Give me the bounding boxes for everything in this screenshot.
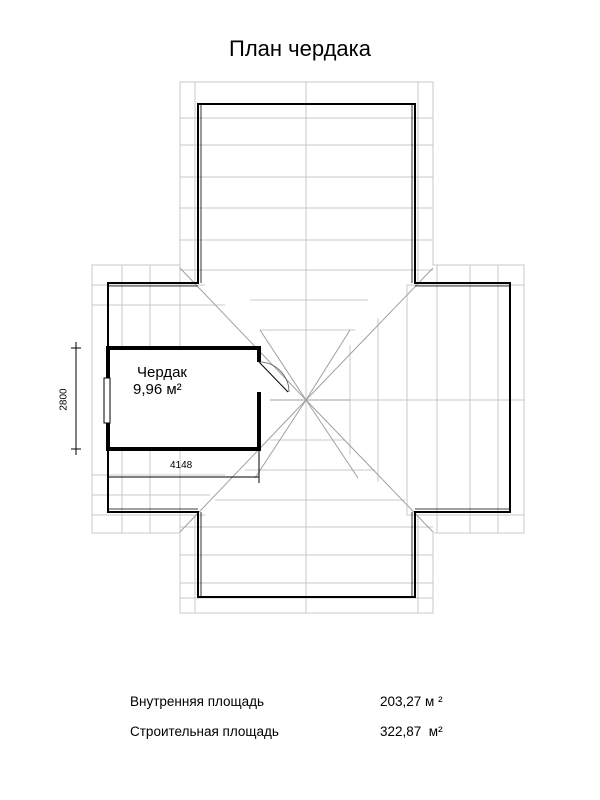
area-value: 203,27 м ² bbox=[380, 694, 443, 709]
area-label: Строительная площадь bbox=[130, 724, 279, 739]
area-label: Внутренняя площадь bbox=[130, 694, 265, 709]
page-title: План чердака bbox=[229, 36, 371, 61]
dimension-vertical-label: 2800 bbox=[58, 388, 70, 411]
area-value: 322,87 м² bbox=[380, 724, 443, 739]
room-area: 9,96 м² bbox=[133, 381, 182, 398]
dimension-vertical bbox=[71, 342, 81, 455]
rafters-east bbox=[350, 265, 524, 533]
room-name: Чердак bbox=[137, 364, 187, 381]
dimension-horizontal-label: 4148 bbox=[170, 460, 193, 471]
attic-room-window bbox=[104, 378, 110, 423]
